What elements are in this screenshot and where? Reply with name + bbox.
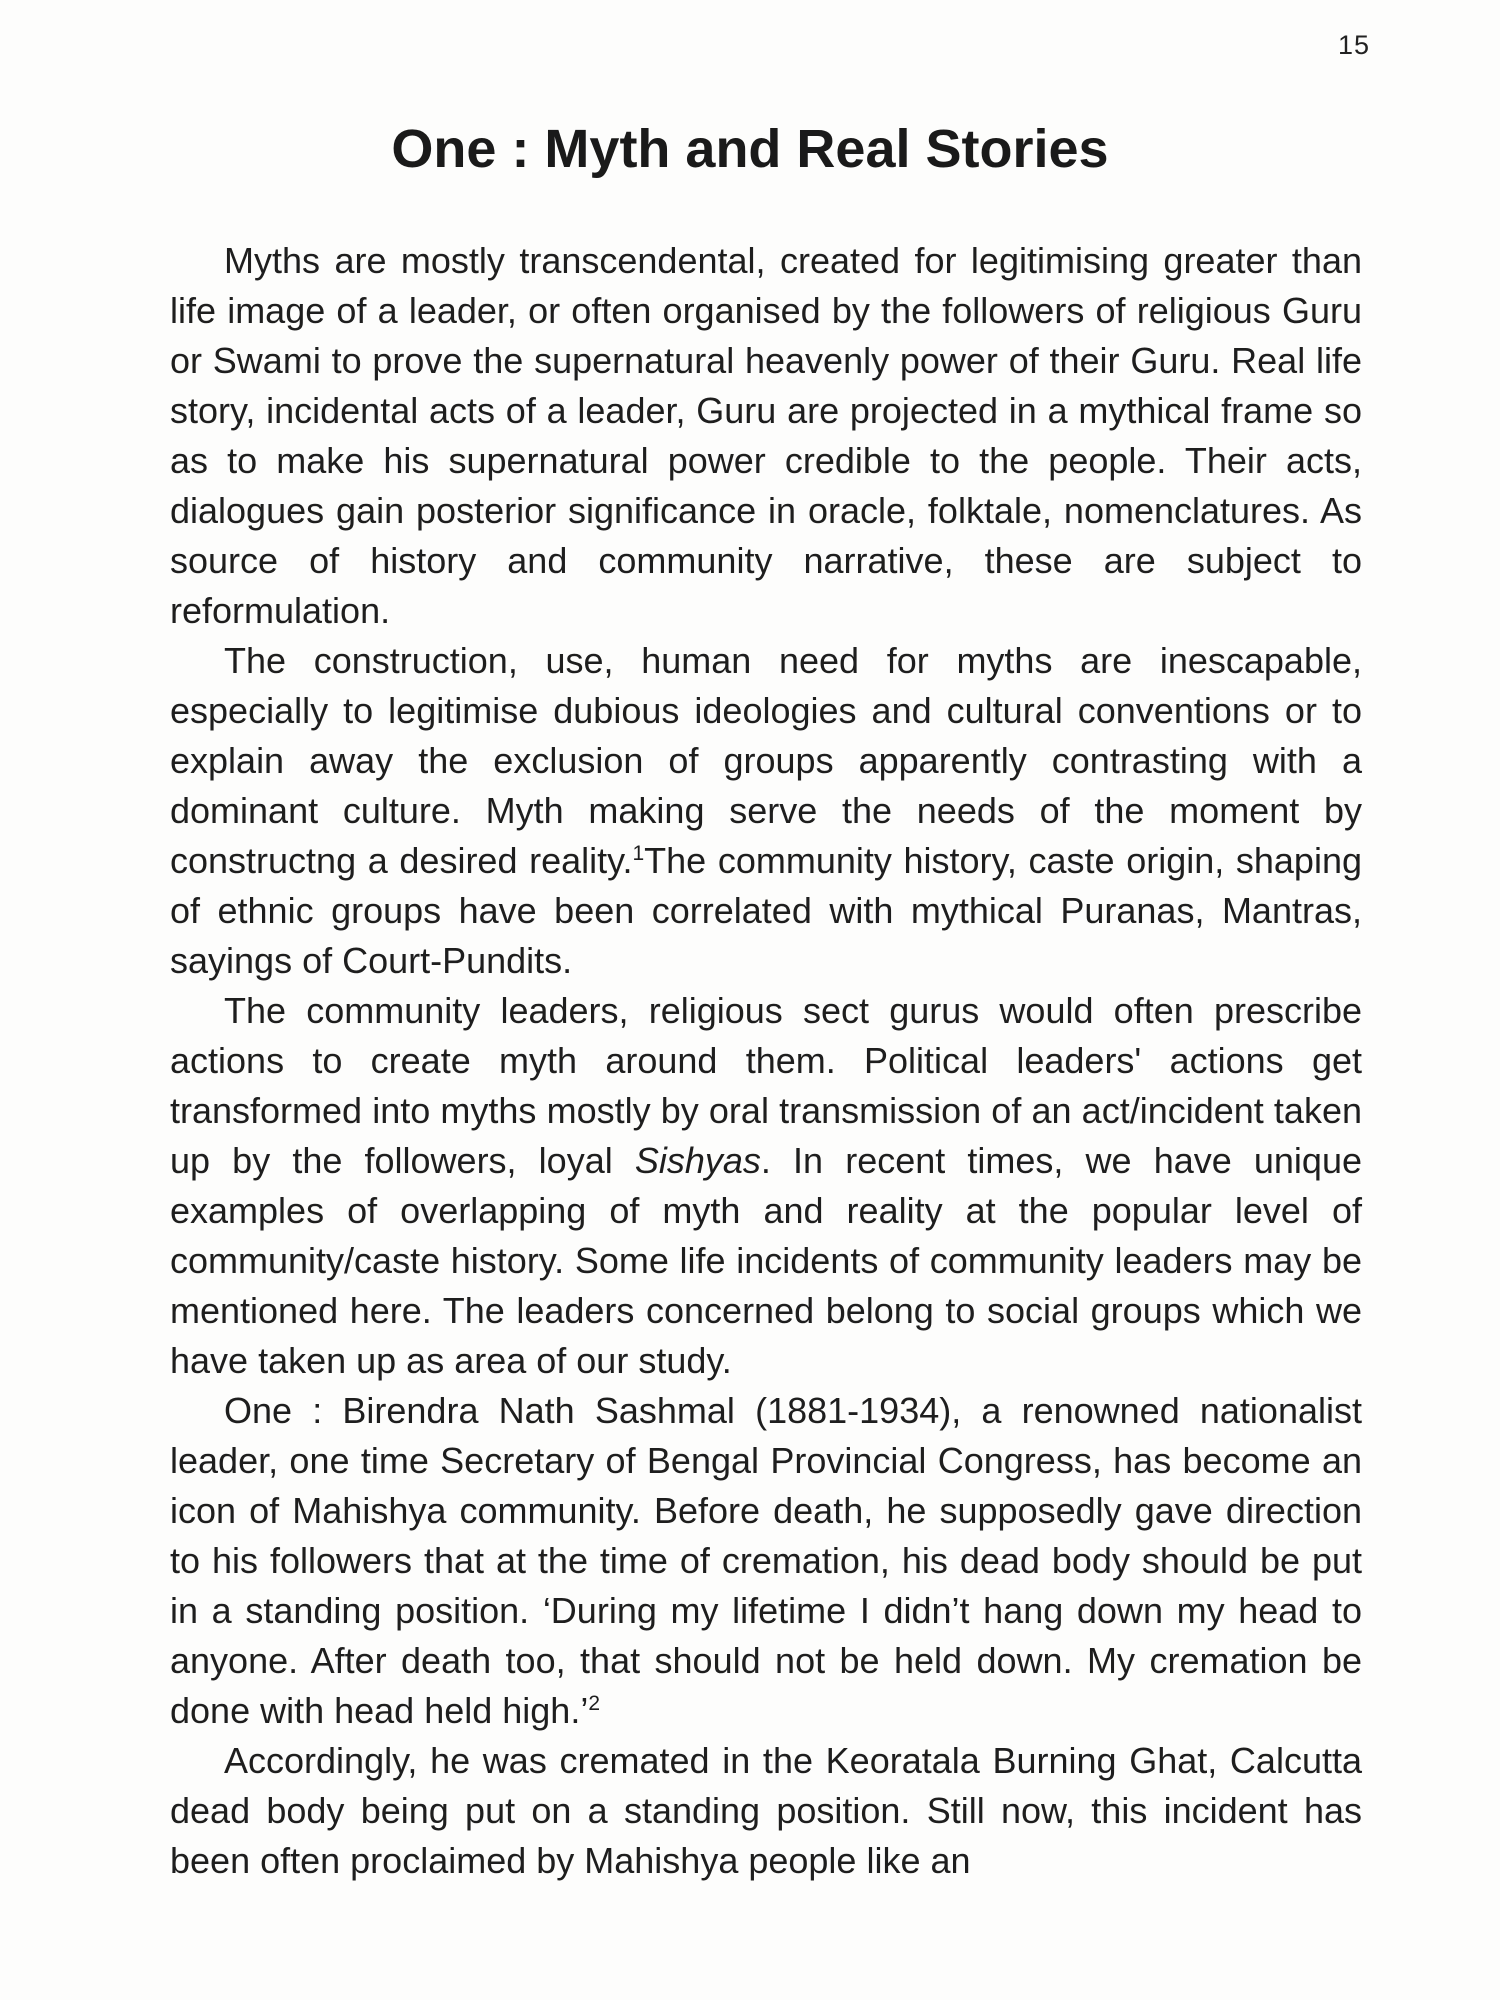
- page-number: 15: [1337, 30, 1370, 60]
- chapter-title: One : Myth and Real Stories: [391, 119, 1109, 179]
- paragraph-text: The construction, use, human need for myths are inescapable, especially to legitimise dubious ideologies and cultural conventions or to explain away the exclusion of groups apparently contrasting with a dominant culture. Myth making serve the needs of the moment by constructng a desired reality.: [170, 640, 1362, 881]
- paragraph-text: Accordingly, he was cremated in the Keoratala Burning Ghat, Calcutta dead body being put on a standing position. Still now, this incident has been often proclaimed by Mahishya people like an: [170, 1740, 1362, 1881]
- paragraph-text: One : Birendra Nath Sashmal (1881-1934), a renowned nationalist leader, one time Secretary of Bengal Provincial Congress, has become an icon of Mahishya community. Before death, he supposedly gave direction to his followers that at the time of cremation, his dead body should be put in a standing position. ‘During my lifetime I didn’t hang down my head to anyone. After death too, that should not be held down. My cremation be done with head held high.’: [170, 1390, 1362, 1731]
- body-text: [170, 236, 1362, 1886]
- paragraph-5: [170, 1736, 1362, 1886]
- paragraph-text: The community history, caste origin, shaping of ethnic groups have been correlated with mythical Puranas, Mantras, sayings of Court-Pundits.: [170, 840, 1362, 981]
- paragraph-text: Myths are mostly transcendental, created for legitimising greater than life image of a leader, or often organised by the followers of religious Guru or Swami to prove the supernatural heavenly power of their Guru. Real life story, incidental acts of a leader, Guru are projected in a mythical frame so as to make his supernatural power credible to the people. Their acts, dialogues gain posterior significance in oracle, folktale, nomenclatures. As source of history and community narrative, these are subject to reformulation.: [170, 240, 1362, 631]
- paragraph-text: . In recent times, we have unique examples of overlapping of myth and reality at the popular level of community/caste history. Some life incidents of community leaders may be mentioned here. The leaders concerned belong to social groups which we have taken up as area of our study.: [170, 1140, 1362, 1381]
- footnote-marker: 2: [588, 1692, 601, 1715]
- paragraph-text: The community leaders, religious sect gurus would often prescribe actions to create myth around them. Political leaders' actions get transformed into myths mostly by oral transmission of an act/incident taken up by the followers, loyal: [170, 990, 1362, 1181]
- italic-term: Sishyas: [634, 1140, 761, 1181]
- paragraph-2: [170, 636, 1362, 986]
- paragraph-4: [170, 1386, 1362, 1736]
- paragraph-3: [170, 986, 1362, 1386]
- footnote-marker: 1: [632, 842, 645, 865]
- paragraph-1: [170, 236, 1362, 636]
